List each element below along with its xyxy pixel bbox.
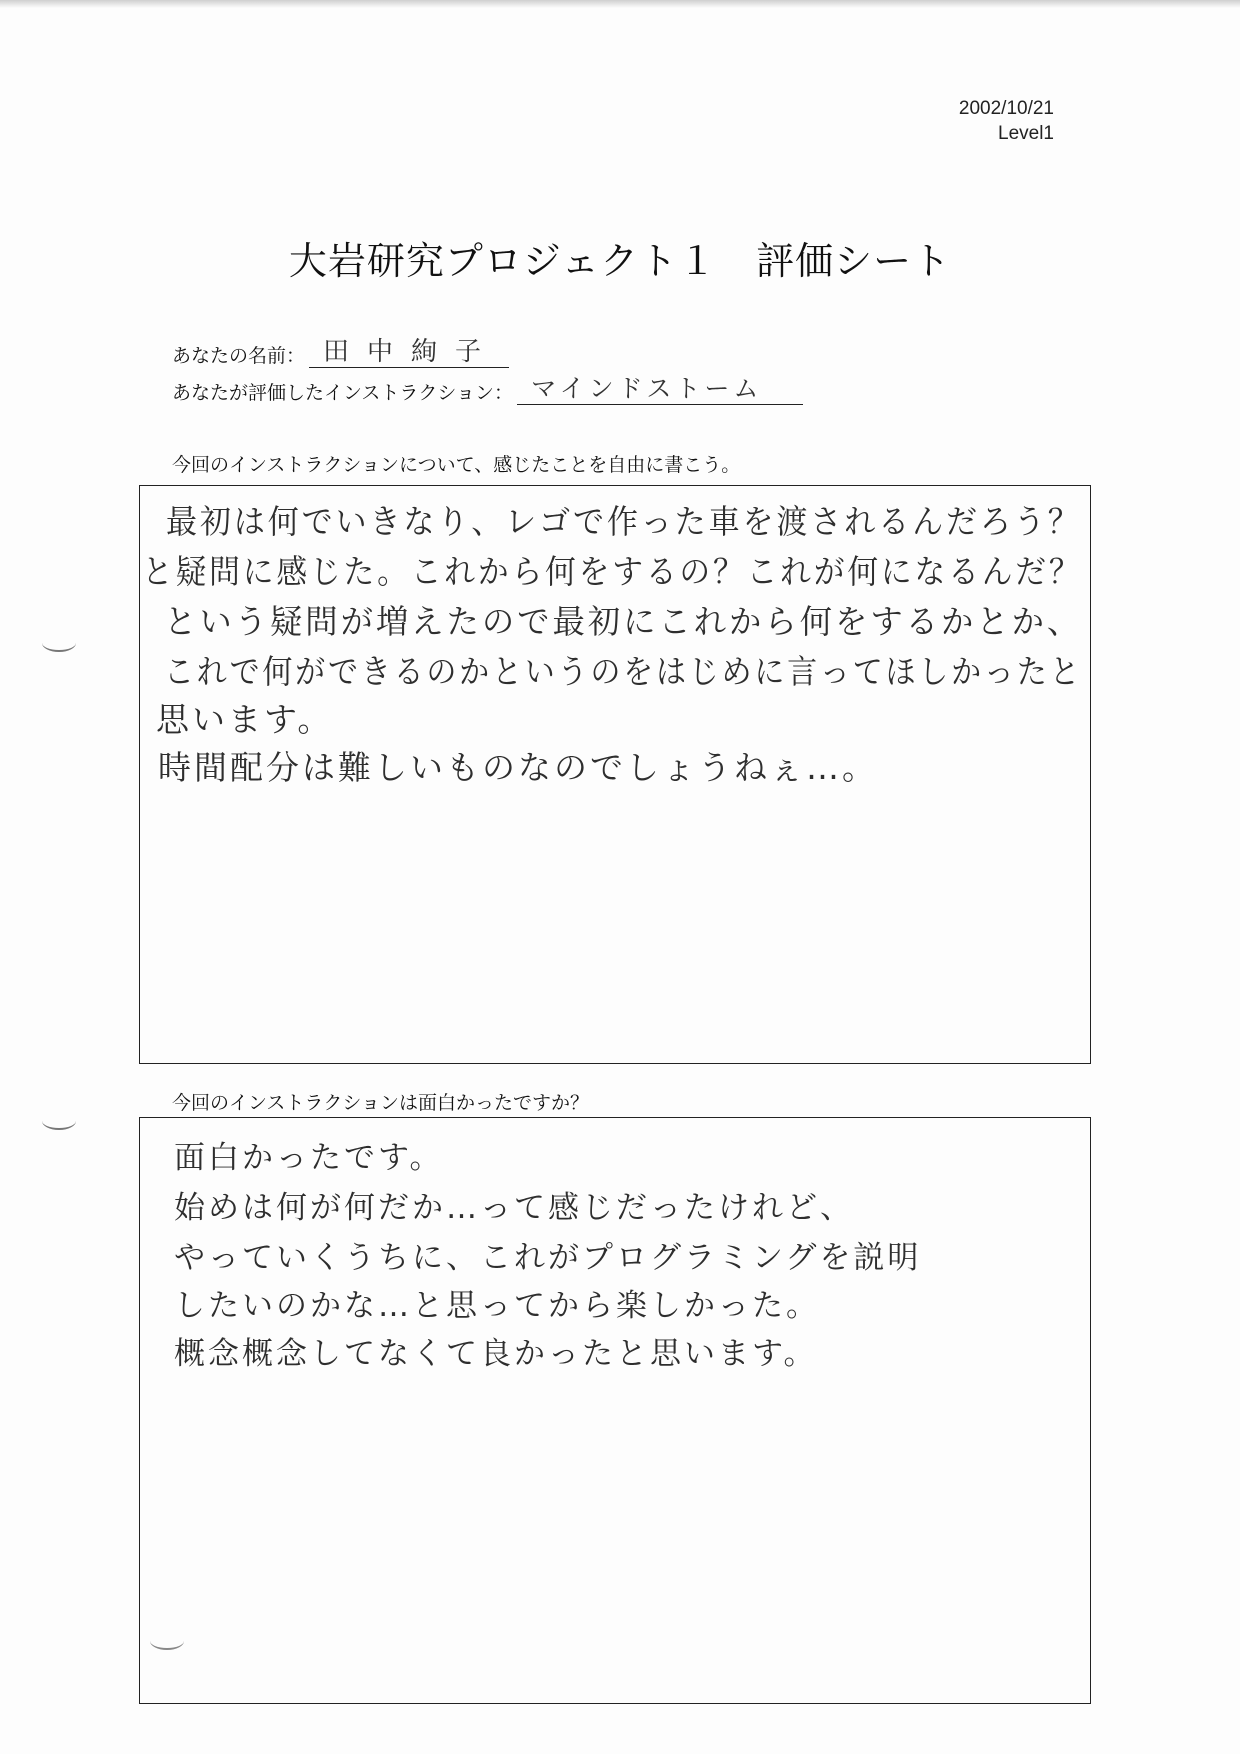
answer2-line: 面白かったです。	[174, 1140, 444, 1176]
answer2-line: したいのかな…と思ってから楽しかった。	[174, 1288, 820, 1324]
level-text: Level1	[998, 123, 1054, 144]
instruction-label: あなたが評価したインストラクション：	[172, 382, 514, 404]
instruction-value: マインドストーム	[517, 374, 803, 405]
check-mark	[42, 1112, 76, 1130]
page-title: 大岩研究プロジェクト１ 評価シート	[288, 239, 952, 283]
question1-answer-box	[139, 485, 1091, 1064]
answer1-line: これで何ができるのかというのをはじめに言ってほしかったと	[164, 652, 1083, 691]
check-mark	[150, 1632, 184, 1650]
name-field-row	[172, 337, 509, 368]
answer1-line: という疑問が増えたので最初にこれから何をするかとか、	[164, 602, 1083, 641]
answer1-line: 時間配分は難しいものなのでしょうねぇ…。	[158, 748, 878, 787]
question1-label: 今回のインストラクションについて、感じたことを自由に書こう。	[172, 454, 741, 476]
answer2-line: 始めは何が何だか…って感じだったけれど、	[174, 1190, 854, 1226]
instruction-field-row	[172, 374, 803, 405]
answer2-line: やっていくうちに、これがプログラミングを説明	[174, 1240, 922, 1276]
question2-answer-box	[139, 1117, 1091, 1704]
answer1-line: と疑問に感じた。これから何をするの？これが何になるんだ？	[142, 552, 1083, 591]
scan-edge	[0, 0, 1240, 8]
answer2-line: 概念概念してなくて良かったと思います。	[174, 1336, 818, 1372]
name-label: あなたの名前：	[172, 345, 306, 367]
answer1-line: 思います。	[156, 700, 334, 739]
check-mark	[42, 634, 76, 652]
answer1-line: 最初は何でいきなり、レゴで作った車を渡されるんだろう？	[166, 502, 1082, 541]
name-value: 田中絢子	[309, 337, 509, 368]
date-text: 2002/10/21	[958, 98, 1054, 119]
question2-label: 今回のインストラクションは面白かったですか？	[172, 1092, 590, 1114]
header-meta	[959, 96, 1054, 146]
